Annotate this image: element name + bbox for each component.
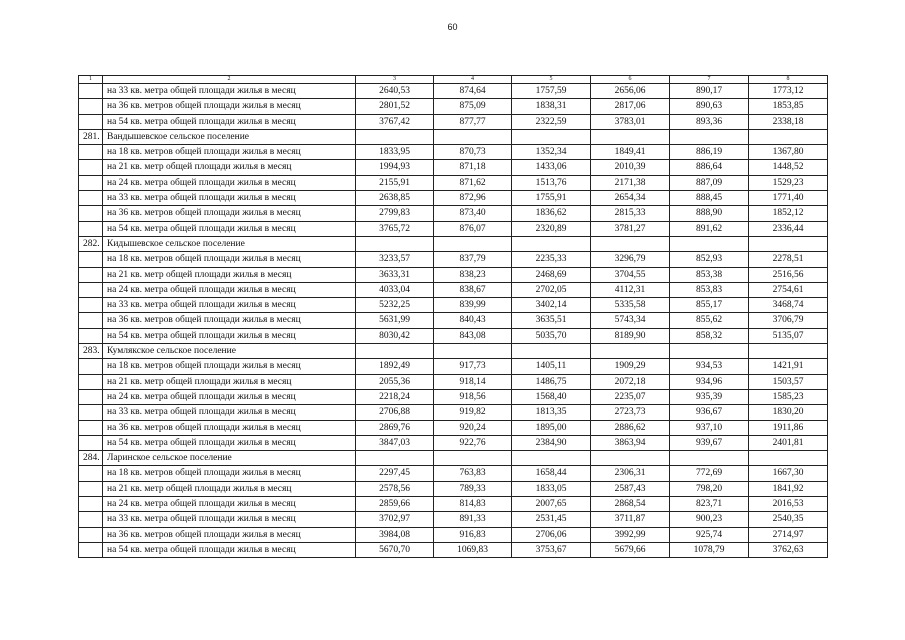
value-cell: 2338,18: [749, 114, 828, 129]
table-row: [79, 374, 828, 389]
value-cell: 925,74: [670, 527, 749, 542]
value-cell: 920,24: [434, 420, 512, 435]
row-number-cell: [79, 221, 103, 236]
column-number: 8: [749, 76, 828, 84]
table-row: [79, 282, 828, 297]
value-cell: 5670,70: [356, 542, 434, 557]
value-cell: 2815,33: [591, 206, 670, 221]
empty-cell: [670, 129, 749, 144]
row-label: на 21 кв. метр общей площади жилья в месяц: [103, 481, 356, 496]
value-cell: 2306,31: [591, 466, 670, 481]
row-label: на 36 кв. метров общей площади жилья в месяц: [103, 420, 356, 435]
empty-cell: [512, 236, 591, 251]
empty-cell: [512, 451, 591, 466]
value-cell: 3711,87: [591, 512, 670, 527]
value-cell: 2155,91: [356, 175, 434, 190]
value-cell: 1773,12: [749, 84, 828, 99]
value-cell: 1838,31: [512, 99, 591, 114]
value-cell: 916,83: [434, 527, 512, 542]
value-cell: 3468,74: [749, 298, 828, 313]
section-number: 281.: [79, 129, 103, 144]
value-cell: 2714,97: [749, 527, 828, 542]
value-cell: 2886,62: [591, 420, 670, 435]
table-row: [79, 252, 828, 267]
section-number: 282.: [79, 236, 103, 251]
row-label: на 33 кв. метра общей площади жилья в месяц: [103, 512, 356, 527]
empty-cell: [434, 236, 512, 251]
value-cell: 5631,99: [356, 313, 434, 328]
row-label: на 24 кв. метра общей площади жилья в месяц: [103, 389, 356, 404]
table-row: [79, 328, 828, 343]
empty-cell: [356, 129, 434, 144]
empty-cell: [591, 451, 670, 466]
value-cell: 763,83: [434, 466, 512, 481]
empty-cell: [591, 344, 670, 359]
value-cell: 853,83: [670, 282, 749, 297]
row-number-cell: [79, 160, 103, 175]
row-label: на 33 кв. метра общей площади жилья в месяц: [103, 298, 356, 313]
value-cell: 3702,97: [356, 512, 434, 527]
empty-cell: [670, 236, 749, 251]
value-cell: 3863,94: [591, 435, 670, 450]
value-cell: 3781,27: [591, 221, 670, 236]
table-row: [79, 267, 828, 282]
tariff-table: [78, 75, 828, 558]
value-cell: 1078,79: [670, 542, 749, 557]
row-number-cell: [79, 389, 103, 404]
row-number-cell: [79, 191, 103, 206]
empty-cell: [434, 344, 512, 359]
section-title: Ларинское сельское поселение: [103, 451, 356, 466]
row-number-cell: [79, 527, 103, 542]
empty-cell: [670, 344, 749, 359]
table-row: [79, 389, 828, 404]
table-body: [79, 76, 828, 558]
value-cell: 3706,79: [749, 313, 828, 328]
value-cell: 1568,40: [512, 389, 591, 404]
value-cell: 870,73: [434, 145, 512, 160]
table-row: [79, 145, 828, 160]
section-title: Кидышевское сельское поселение: [103, 236, 356, 251]
value-cell: 877,77: [434, 114, 512, 129]
value-cell: 2869,76: [356, 420, 434, 435]
row-number-cell: [79, 374, 103, 389]
row-label: на 54 кв. метра общей площади жилья в месяц: [103, 221, 356, 236]
table-row: [79, 221, 828, 236]
value-cell: 1757,59: [512, 84, 591, 99]
value-cell: 3633,31: [356, 267, 434, 282]
value-cell: 3762,63: [749, 542, 828, 557]
empty-cell: [512, 344, 591, 359]
value-cell: 934,53: [670, 359, 749, 374]
value-cell: 798,20: [670, 481, 749, 496]
row-number-cell: [79, 497, 103, 512]
value-cell: 918,56: [434, 389, 512, 404]
value-cell: 2322,59: [512, 114, 591, 129]
value-cell: 2235,07: [591, 389, 670, 404]
value-cell: 2235,33: [512, 252, 591, 267]
value-cell: 8189,90: [591, 328, 670, 343]
value-cell: 876,07: [434, 221, 512, 236]
value-cell: 2817,06: [591, 99, 670, 114]
value-cell: 1529,23: [749, 175, 828, 190]
row-label: на 18 кв. метров общей площади жилья в месяц: [103, 145, 356, 160]
value-cell: 1771,40: [749, 191, 828, 206]
value-cell: 8030,42: [356, 328, 434, 343]
column-number: 6: [591, 76, 670, 84]
section-title: Кумлякское сельское поселение: [103, 344, 356, 359]
value-cell: 852,93: [670, 252, 749, 267]
table-row: [79, 191, 828, 206]
value-cell: 1755,91: [512, 191, 591, 206]
value-cell: 2656,06: [591, 84, 670, 99]
row-number-cell: [79, 282, 103, 297]
value-cell: 1892,49: [356, 359, 434, 374]
row-label: на 36 кв. метров общей площади жилья в месяц: [103, 206, 356, 221]
row-number-cell: [79, 99, 103, 114]
row-label: на 21 кв. метр общей площади жилья в месяц: [103, 374, 356, 389]
row-number-cell: [79, 481, 103, 496]
column-number: 5: [512, 76, 591, 84]
row-number-cell: [79, 84, 103, 99]
row-number-cell: [79, 175, 103, 190]
row-label: на 24 кв. метра общей площади жилья в месяц: [103, 282, 356, 297]
value-cell: 917,73: [434, 359, 512, 374]
value-cell: 937,10: [670, 420, 749, 435]
value-cell: 1852,12: [749, 206, 828, 221]
value-cell: 2218,24: [356, 389, 434, 404]
value-cell: 2278,51: [749, 252, 828, 267]
row-number-cell: [79, 435, 103, 450]
row-number-cell: [79, 206, 103, 221]
value-cell: 2010,39: [591, 160, 670, 175]
row-number-cell: [79, 466, 103, 481]
empty-cell: [749, 344, 828, 359]
value-cell: 5232,25: [356, 298, 434, 313]
value-cell: 2801,52: [356, 99, 434, 114]
value-cell: 843,08: [434, 328, 512, 343]
value-cell: 2640,53: [356, 84, 434, 99]
value-cell: 772,69: [670, 466, 749, 481]
value-cell: 886,19: [670, 145, 749, 160]
table-row: [79, 206, 828, 221]
value-cell: 1836,62: [512, 206, 591, 221]
value-cell: 934,96: [670, 374, 749, 389]
section-header-row: [79, 344, 828, 359]
value-cell: 855,62: [670, 313, 749, 328]
row-label: на 24 кв. метра общей площади жилья в месяц: [103, 497, 356, 512]
row-number-cell: [79, 145, 103, 160]
row-label: на 21 кв. метр общей площади жилья в месяц: [103, 160, 356, 175]
value-cell: 871,18: [434, 160, 512, 175]
table-row: [79, 435, 828, 450]
table-row: [79, 160, 828, 175]
value-cell: 886,64: [670, 160, 749, 175]
empty-cell: [356, 236, 434, 251]
value-cell: 890,17: [670, 84, 749, 99]
empty-cell: [434, 451, 512, 466]
row-label: на 33 кв. метра общей площади жилья в месяц: [103, 191, 356, 206]
table-row: [79, 420, 828, 435]
value-cell: 5335,58: [591, 298, 670, 313]
value-cell: 1421,91: [749, 359, 828, 374]
value-cell: 2754,61: [749, 282, 828, 297]
row-number-cell: [79, 420, 103, 435]
value-cell: 2540,35: [749, 512, 828, 527]
value-cell: 1513,76: [512, 175, 591, 190]
value-cell: 888,90: [670, 206, 749, 221]
row-label: на 54 кв. метра общей площади жилья в месяц: [103, 542, 356, 557]
value-cell: 1849,41: [591, 145, 670, 160]
column-number: 7: [670, 76, 749, 84]
value-cell: 918,14: [434, 374, 512, 389]
empty-cell: [356, 451, 434, 466]
value-cell: 4112,31: [591, 282, 670, 297]
value-cell: 3635,51: [512, 313, 591, 328]
value-cell: 5743,34: [591, 313, 670, 328]
value-cell: 1658,44: [512, 466, 591, 481]
value-cell: 2799,83: [356, 206, 434, 221]
table-row: [79, 114, 828, 129]
value-cell: 2587,43: [591, 481, 670, 496]
value-cell: 3767,42: [356, 114, 434, 129]
value-cell: 814,83: [434, 497, 512, 512]
table-row: [79, 175, 828, 190]
value-cell: 1841,92: [749, 481, 828, 496]
value-cell: 873,40: [434, 206, 512, 221]
value-cell: 919,82: [434, 405, 512, 420]
value-cell: 2384,90: [512, 435, 591, 450]
empty-cell: [749, 451, 828, 466]
value-cell: 2007,65: [512, 497, 591, 512]
value-cell: 871,62: [434, 175, 512, 190]
value-cell: 2723,73: [591, 405, 670, 420]
row-number-cell: [79, 405, 103, 420]
value-cell: 837,79: [434, 252, 512, 267]
value-cell: 2055,36: [356, 374, 434, 389]
value-cell: 1433,06: [512, 160, 591, 175]
row-label: на 36 кв. метров общей площади жилья в месяц: [103, 313, 356, 328]
column-number: 4: [434, 76, 512, 84]
value-cell: 2401,81: [749, 435, 828, 450]
table-row: [79, 512, 828, 527]
table-row: [79, 466, 828, 481]
value-cell: 888,45: [670, 191, 749, 206]
value-cell: 3233,57: [356, 252, 434, 267]
row-label: на 18 кв. метров общей площади жилья в месяц: [103, 252, 356, 267]
value-cell: 1667,30: [749, 466, 828, 481]
value-cell: 5679,66: [591, 542, 670, 557]
empty-cell: [591, 236, 670, 251]
value-cell: 1585,23: [749, 389, 828, 404]
value-cell: 1367,80: [749, 145, 828, 160]
value-cell: 853,38: [670, 267, 749, 282]
table-row: [79, 497, 828, 512]
value-cell: 2638,85: [356, 191, 434, 206]
value-cell: 1448,52: [749, 160, 828, 175]
row-number-cell: [79, 512, 103, 527]
column-number: 2: [103, 76, 356, 84]
value-cell: 874,64: [434, 84, 512, 99]
value-cell: 1895,00: [512, 420, 591, 435]
value-cell: 1994,93: [356, 160, 434, 175]
value-cell: 887,09: [670, 175, 749, 190]
table-row: [79, 527, 828, 542]
value-cell: 5135,07: [749, 328, 828, 343]
value-cell: 838,67: [434, 282, 512, 297]
table-row: [79, 481, 828, 496]
row-label: на 36 кв. метров общей площади жилья в месяц: [103, 99, 356, 114]
value-cell: 939,67: [670, 435, 749, 450]
empty-cell: [512, 129, 591, 144]
value-cell: 2859,66: [356, 497, 434, 512]
value-cell: 900,23: [670, 512, 749, 527]
value-cell: 2297,45: [356, 466, 434, 481]
row-number-cell: [79, 252, 103, 267]
value-cell: 1486,75: [512, 374, 591, 389]
row-number-cell: [79, 542, 103, 557]
section-header-row: [79, 129, 828, 144]
row-number-cell: [79, 114, 103, 129]
value-cell: 2320,89: [512, 221, 591, 236]
row-label: на 54 кв. метра общей площади жилья в месяц: [103, 435, 356, 450]
value-cell: 2654,34: [591, 191, 670, 206]
value-cell: 1405,11: [512, 359, 591, 374]
table-row: [79, 99, 828, 114]
value-cell: 838,23: [434, 267, 512, 282]
value-cell: 3984,08: [356, 527, 434, 542]
value-cell: 1833,05: [512, 481, 591, 496]
section-header-row: [79, 236, 828, 251]
value-cell: 2016,53: [749, 497, 828, 512]
section-number: 283.: [79, 344, 103, 359]
value-cell: 2706,88: [356, 405, 434, 420]
value-cell: 2516,56: [749, 267, 828, 282]
table-row: [79, 313, 828, 328]
row-label: на 36 кв. метров общей площади жилья в месяц: [103, 527, 356, 542]
value-cell: 1503,57: [749, 374, 828, 389]
value-cell: 1069,83: [434, 542, 512, 557]
table-row: [79, 359, 828, 374]
value-cell: 2468,69: [512, 267, 591, 282]
row-number-cell: [79, 298, 103, 313]
value-cell: 893,36: [670, 114, 749, 129]
value-cell: 839,99: [434, 298, 512, 313]
value-cell: 1352,34: [512, 145, 591, 160]
value-cell: 2072,18: [591, 374, 670, 389]
value-cell: 2171,38: [591, 175, 670, 190]
row-label: на 21 кв. метр общей площади жилья в месяц: [103, 267, 356, 282]
table-row: [79, 542, 828, 557]
value-cell: 872,96: [434, 191, 512, 206]
row-label: на 18 кв. метров общей площади жилья в месяц: [103, 466, 356, 481]
value-cell: 789,33: [434, 481, 512, 496]
value-cell: 858,32: [670, 328, 749, 343]
empty-cell: [356, 344, 434, 359]
value-cell: 2868,54: [591, 497, 670, 512]
row-label: на 33 кв. метра общей площади жилья в месяц: [103, 405, 356, 420]
value-cell: 3704,55: [591, 267, 670, 282]
value-cell: 922,76: [434, 435, 512, 450]
value-cell: 2702,05: [512, 282, 591, 297]
value-cell: 1853,85: [749, 99, 828, 114]
empty-cell: [591, 129, 670, 144]
row-label: на 54 кв. метра общей площади жилья в месяц: [103, 114, 356, 129]
row-label: на 24 кв. метра общей площади жилья в месяц: [103, 175, 356, 190]
value-cell: 823,71: [670, 497, 749, 512]
column-number: 3: [356, 76, 434, 84]
value-cell: 890,63: [670, 99, 749, 114]
value-cell: 1813,35: [512, 405, 591, 420]
row-number-cell: [79, 328, 103, 343]
value-cell: 3765,72: [356, 221, 434, 236]
empty-cell: [749, 129, 828, 144]
row-number-cell: [79, 313, 103, 328]
value-cell: 3296,79: [591, 252, 670, 267]
value-cell: 2578,56: [356, 481, 434, 496]
row-label: на 33 кв. метра общей площади жилья в месяц: [103, 84, 356, 99]
value-cell: 840,43: [434, 313, 512, 328]
value-cell: 936,67: [670, 405, 749, 420]
value-cell: 3783,01: [591, 114, 670, 129]
value-cell: 935,39: [670, 389, 749, 404]
value-cell: 5035,70: [512, 328, 591, 343]
section-number: 284.: [79, 451, 103, 466]
section-title: Вандышевское сельское поселение: [103, 129, 356, 144]
value-cell: 1833,95: [356, 145, 434, 160]
value-cell: 855,17: [670, 298, 749, 313]
value-cell: 2531,45: [512, 512, 591, 527]
value-cell: 875,09: [434, 99, 512, 114]
value-cell: 891,33: [434, 512, 512, 527]
section-header-row: [79, 451, 828, 466]
column-number-row: [79, 76, 828, 84]
table-row: [79, 298, 828, 313]
row-label: на 54 кв. метра общей площади жилья в месяц: [103, 328, 356, 343]
table-row: [79, 405, 828, 420]
empty-cell: [670, 451, 749, 466]
value-cell: 1909,29: [591, 359, 670, 374]
value-cell: 3753,67: [512, 542, 591, 557]
row-number-cell: [79, 359, 103, 374]
value-cell: 1911,86: [749, 420, 828, 435]
value-cell: 891,62: [670, 221, 749, 236]
row-number-cell: [79, 267, 103, 282]
value-cell: 2706,06: [512, 527, 591, 542]
value-cell: 3992,99: [591, 527, 670, 542]
row-label: на 18 кв. метров общей площади жилья в месяц: [103, 359, 356, 374]
page-number: 60: [447, 22, 458, 32]
empty-cell: [434, 129, 512, 144]
column-number: 1: [79, 76, 103, 84]
value-cell: 1830,20: [749, 405, 828, 420]
value-cell: 4033,04: [356, 282, 434, 297]
table-row: [79, 84, 828, 99]
value-cell: 3402,14: [512, 298, 591, 313]
value-cell: 2336,44: [749, 221, 828, 236]
empty-cell: [749, 236, 828, 251]
value-cell: 3847,03: [356, 435, 434, 450]
